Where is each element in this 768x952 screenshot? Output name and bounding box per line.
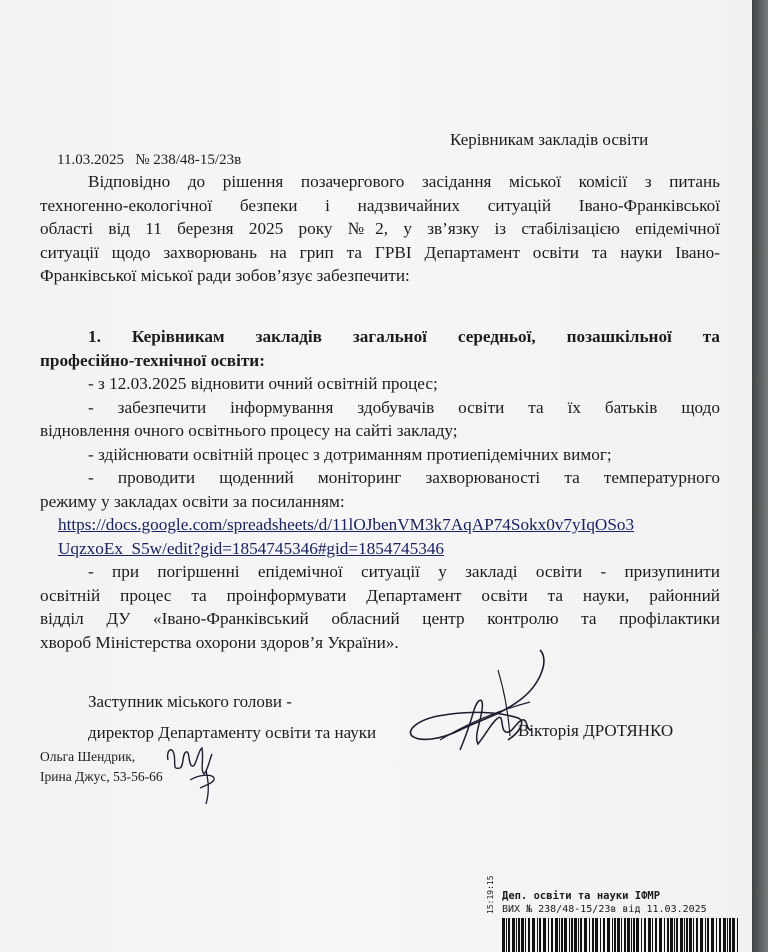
barcode-bar: [564, 918, 567, 952]
stamp-line-1: Деп. освіти та науки ІФМР: [502, 890, 661, 902]
list-item-4-line-2: режиму у закладах освіти за посиланням:: [40, 491, 345, 511]
barcode-bar: [727, 918, 728, 952]
barcode-bar: [621, 918, 622, 952]
barcode-bar: [644, 918, 646, 952]
barcode-bar: [584, 918, 587, 952]
signatory-position-line-2: директор Департаменту освіти та науки: [88, 723, 377, 742]
barcode-bar: [648, 918, 651, 952]
barcode-bar: [689, 918, 692, 952]
barcode-bar: [551, 918, 553, 952]
barcode-bar: [696, 918, 698, 952]
executor-line-2: Ірина Джус, 53-56-66: [40, 769, 163, 784]
barcode-bar: [508, 918, 510, 952]
barcode-bar: [659, 918, 662, 952]
barcode-bar: [664, 918, 665, 952]
barcode-bar: [614, 918, 616, 952]
barcode-bar: [506, 918, 507, 952]
registration-stamp: [486, 875, 748, 952]
barcode-bar: [655, 918, 657, 952]
intro-line-3: області від 11 березня 2025 року №2, у зв’язку із стабілізацією епідемічної: [40, 219, 720, 238]
intro-line-5: Франківської міської ради зобов’язує забезпечити:: [40, 266, 410, 285]
barcode-bar: [574, 918, 577, 952]
barcode-bar: [636, 918, 639, 952]
barcode-bar: [569, 918, 570, 952]
list-item-5-line-3: відділ ДУ «Івано-Франківський обласний центр контролю та профілактики: [40, 609, 720, 628]
initials-signature: [160, 730, 240, 810]
barcode-bar: [633, 918, 635, 952]
barcode-bar: [641, 918, 642, 952]
barcode-bar: [670, 918, 673, 952]
barcode-bar: [512, 918, 515, 952]
stamp-line-2: ВИХ № 238/48-15/23в від 11.03.2025: [502, 904, 707, 915]
barcode-bar: [719, 918, 721, 952]
barcode-bar: [571, 918, 573, 952]
barcode-bar: [518, 918, 520, 952]
barcode: [502, 918, 742, 952]
intro-line-1: Відповідно до рішення позачергового засідання міської комісії з питань: [88, 172, 720, 191]
barcode-bar: [537, 918, 538, 952]
barcode-bar: [532, 918, 535, 952]
barcode-bar: [521, 918, 524, 952]
barcode-bar: [627, 918, 630, 952]
spreadsheet-link-line-1[interactable]: https://docs.google.com/spreadsheets/d/11lOJbenVM3k7AqAP74Sokx0v7yIqOSo3: [58, 515, 635, 534]
barcode-bar: [684, 918, 685, 952]
background-edge: [752, 0, 768, 952]
barcode-bar: [693, 918, 694, 952]
signatory-name: Вікторія ДРОТЯНКО: [518, 721, 674, 740]
barcode-bar: [555, 918, 558, 952]
barcode-bar: [680, 918, 683, 952]
barcode-bar: [652, 918, 653, 952]
barcode-bar: [674, 918, 675, 952]
barcode-bar: [559, 918, 560, 952]
barcode-bar: [580, 918, 582, 952]
list-item-5-line-2: освітній процес та проінформувати Департамент освіти та науки, районний: [40, 585, 720, 605]
stamp-time: 15:19:15: [486, 875, 495, 914]
barcode-bar: [589, 918, 590, 952]
barcode-bar: [528, 918, 530, 952]
barcode-bar: [592, 918, 594, 952]
barcode-bar: [705, 918, 706, 952]
document-date: 11.03.2025: [57, 152, 124, 168]
signatory-position-line-1: Заступник міського голови -: [88, 692, 292, 711]
addressee: Керівникам закладів освіти: [450, 130, 649, 149]
list-item-4-line-1: - проводити щоденний моніторинг захворюваності та температурного: [88, 468, 720, 487]
executor-line-1: Ольга Шендрик,: [40, 749, 136, 764]
barcode-bar: [686, 918, 688, 952]
barcode-bar: [612, 918, 613, 952]
barcode-bar: [617, 918, 620, 952]
barcode-bar: [595, 918, 598, 952]
executors: [40, 747, 163, 787]
barcode-bar: [607, 918, 610, 952]
point1-title-line-1: 1. Керівникам закладів загальної середньої, позашкільної та: [88, 327, 720, 346]
barcode-bar: [600, 918, 601, 952]
barcode-bar: [525, 918, 526, 952]
document-number: № 238/48-15/23в: [135, 152, 242, 168]
barcode-bar: [676, 918, 678, 952]
barcode-bar: [732, 918, 735, 952]
barcode-bar: [543, 918, 546, 952]
intro-line-4: ситуації щодо захворювань на грип та ГРВІ Департамент освіти та науки Івано-: [40, 242, 720, 262]
spreadsheet-link-line-2[interactable]: UqzxoEx_S5w/edit?gid=1854745346#gid=1854745346: [58, 538, 445, 558]
point1-title-line-2: професійно-технічної освіти:: [40, 350, 265, 370]
barcode-bar: [737, 918, 738, 952]
barcode-bar: [539, 918, 541, 952]
list-item-5-line-4: хвороб Міністерства охорони здоров’я України».: [40, 632, 399, 652]
barcode-bar: [711, 918, 714, 952]
barcode-bar: [516, 918, 517, 952]
barcode-bar: [624, 918, 626, 952]
list-item-2-line-2: відновлення очного освітнього процесу на сайті закладу;: [40, 421, 458, 440]
list-item-2-line-1: - забезпечити інформування здобувачів освіти та їх батьків щодо: [88, 397, 720, 417]
handwritten-signature: [400, 640, 600, 760]
barcode-bar: [716, 918, 717, 952]
barcode-bar: [707, 918, 709, 952]
barcode-bar: [561, 918, 563, 952]
document-date-number: [57, 152, 241, 169]
barcode-bar: [723, 918, 726, 952]
barcode-bar: [631, 918, 632, 952]
intro-line-2: техногенно-екологічної безпеки і надзвичайних ситуацій Івано-Франківської: [40, 195, 720, 215]
barcode-bar: [667, 918, 669, 952]
barcode-bar: [729, 918, 731, 952]
barcode-bar: [548, 918, 549, 952]
barcode-bar: [502, 918, 505, 952]
barcode-bar: [700, 918, 703, 952]
barcode-bar: [603, 918, 605, 952]
list-item-1: - з 12.03.2025 відновити очний освітній процес;: [88, 374, 438, 393]
list-item-3: - здійснювати освітній процес з дотриманням протиепідемічних вимог;: [88, 444, 612, 464]
list-item-5-line-1: - при погіршенні епідемічної ситуації у закладі освіти - призупинити: [88, 562, 720, 581]
barcode-bar: [578, 918, 579, 952]
